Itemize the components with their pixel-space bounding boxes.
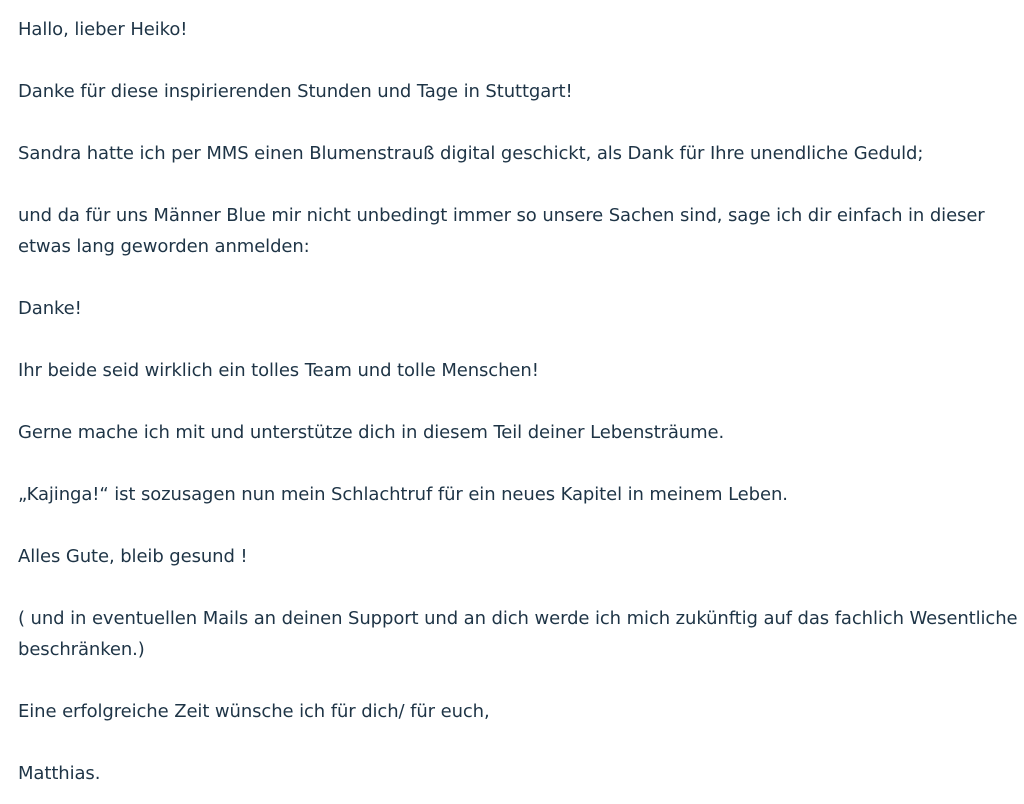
paragraph-team: Ihr beide seid wirklich ein tolles Team und tolle Menschen! <box>18 360 539 381</box>
paragraph-wishes: Alles Gute, bleib gesund ! <box>18 546 248 567</box>
paragraph-thanks-stuttgart: Danke für diese inspirierenden Stunden und Tage in Stuttgart! <box>18 81 573 102</box>
paragraph-support: Gerne mache ich mit und unterstütze dich in diesem Teil deiner Lebensträume. <box>18 422 725 443</box>
paragraph-kajinga: „Kajinga!“ ist sozusagen nun mein Schlachtruf für ein neues Kapitel in meinem Leben. <box>18 484 788 505</box>
letter-body <box>18 14 1024 789</box>
paragraph-men: und da für uns Männer Blue mir nicht unbedingt immer so unsere Sachen sind, sage ich dir einfach in dieser etwas lang geworden anmelden: <box>18 205 991 257</box>
paragraph-sandra-flowers: Sandra hatte ich per MMS einen Blumenstrauß digital geschickt, als Dank für Ihre unendliche Geduld; <box>18 143 924 164</box>
greeting: Hallo, lieber Heiko! <box>18 19 188 40</box>
paragraph-mails: ( und in eventuellen Mails an deinen Support und an dich werde ich mich zukünftig auf das fachlich Wesentliche beschränken.) <box>18 608 1024 660</box>
signature: Matthias. <box>18 763 101 784</box>
paragraph-closing: Eine erfolgreiche Zeit wünsche ich für dich/ für euch, <box>18 701 490 722</box>
paragraph-danke: Danke! <box>18 298 82 319</box>
